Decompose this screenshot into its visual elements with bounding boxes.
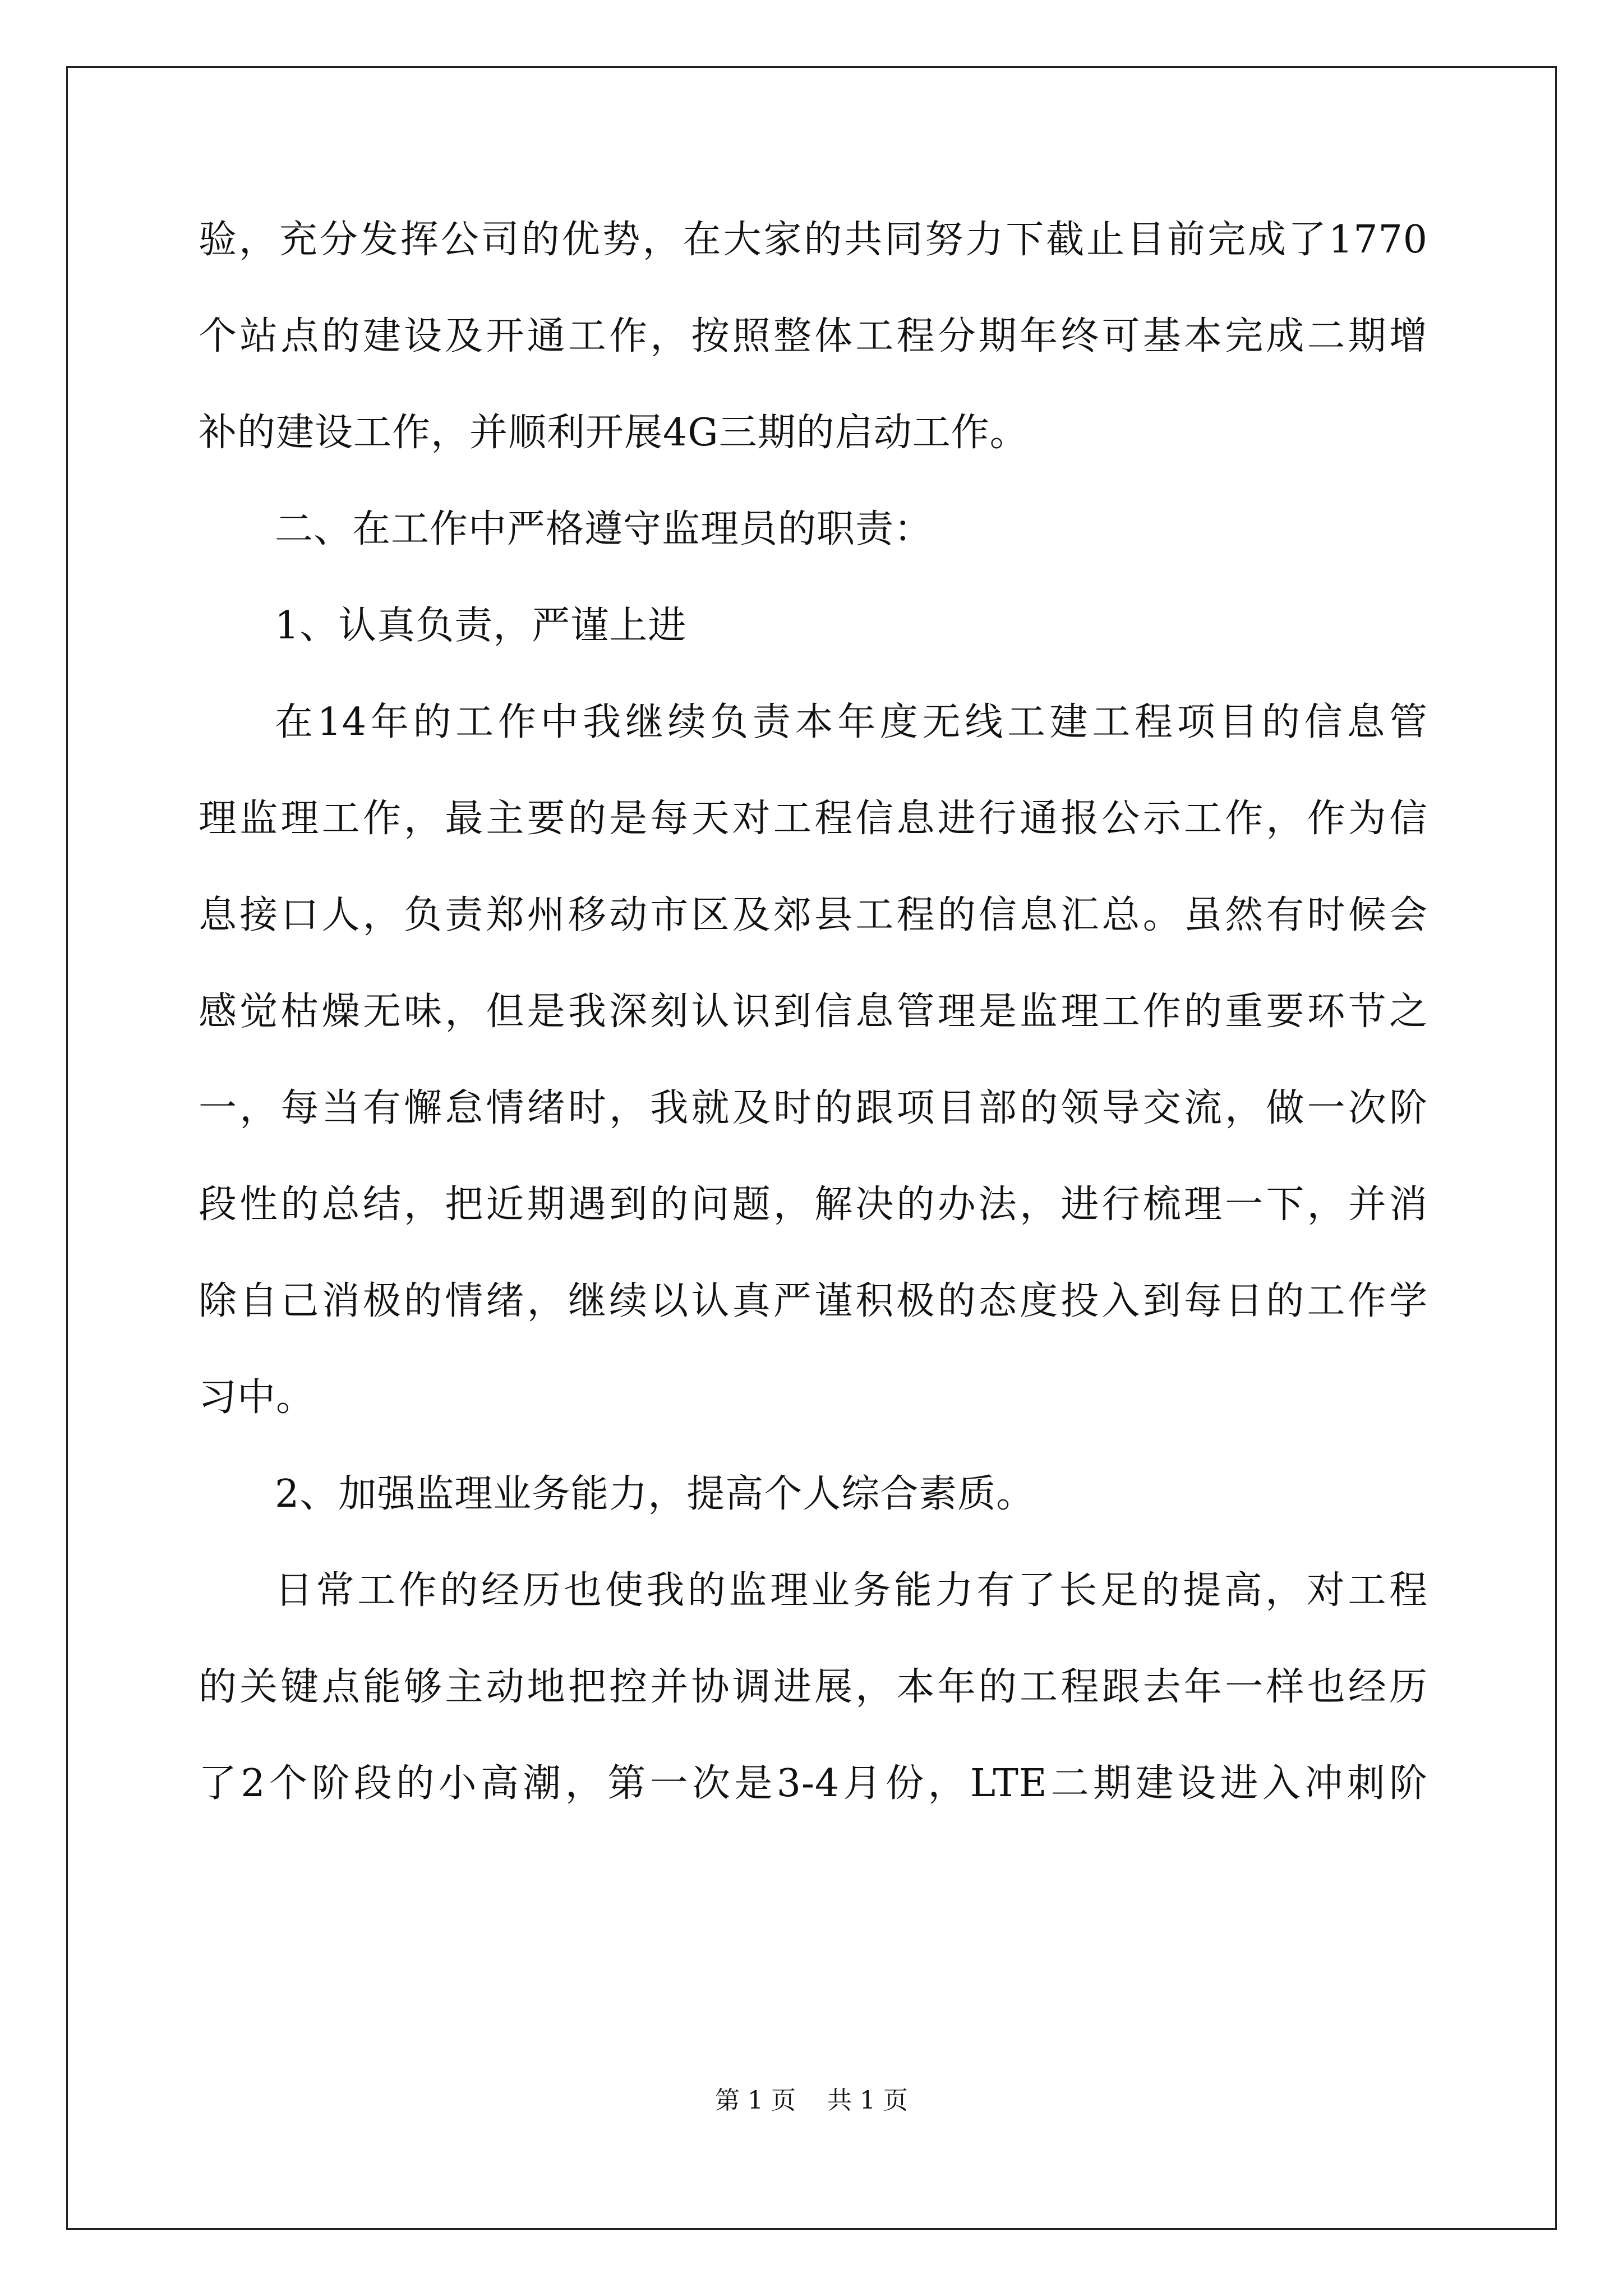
text-line: 个站点的建设及开通工作，按照整体工程分期年终可基本完成二期增 <box>199 314 1428 358</box>
text-line: 感觉枯燥无味，但是我深刻认识到信息管理是监理工作的重要环节之 <box>199 990 1428 1034</box>
page-number-footer: 第 1 页 共 1 页 <box>715 2086 908 2115</box>
text-line: 息接口人，负责郑州移动市区及郊县工程的信息汇总。虽然有时候会 <box>199 893 1428 937</box>
text-line: 的关键点能够主动地把控并协调进展，本年的工程跟去年一样也经历 <box>199 1665 1428 1709</box>
text-line: 验，充分发挥公司的优势，在大家的共同努力下截止目前完成了1770 <box>199 218 1428 262</box>
text-line: 一，每当有懈怠情绪时，我就及时的跟项目部的领导交流，做一次阶 <box>199 1086 1428 1130</box>
text-line: 2、加强监理业务能力，提高个人综合素质。 <box>275 1472 1035 1516</box>
text-line: 补的建设工作，并顺利开展4G三期的启动工作。 <box>199 411 1029 455</box>
text-line: 1、认真负责，严谨上进 <box>275 604 687 648</box>
text-line: 除自己消极的情绪，继续以认真严谨积极的态度投入到每日的工作学 <box>199 1279 1428 1323</box>
text-line: 习中。 <box>199 1375 315 1420</box>
text-line: 日常工作的经历也使我的监理业务能力有了长足的提高，对工程 <box>275 1568 1428 1613</box>
page-border <box>66 66 1557 2230</box>
text-line: 二、在工作中严格遵守监理员的职责： <box>275 507 933 551</box>
text-line: 了2个阶段的小高潮，第一次是3-4月份，LTE二期建设进入冲刺阶 <box>199 1761 1428 1806</box>
text-line: 段性的总结，把近期遇到的问题，解决的办法，进行梳理一下，并消 <box>199 1182 1428 1227</box>
text-line: 在14年的工作中我继续负责本年度无线工建工程项目的信息管 <box>275 700 1428 744</box>
text-line: 理监理工作，最主要的是每天对工程信息进行通报公示工作，作为信 <box>199 797 1428 841</box>
